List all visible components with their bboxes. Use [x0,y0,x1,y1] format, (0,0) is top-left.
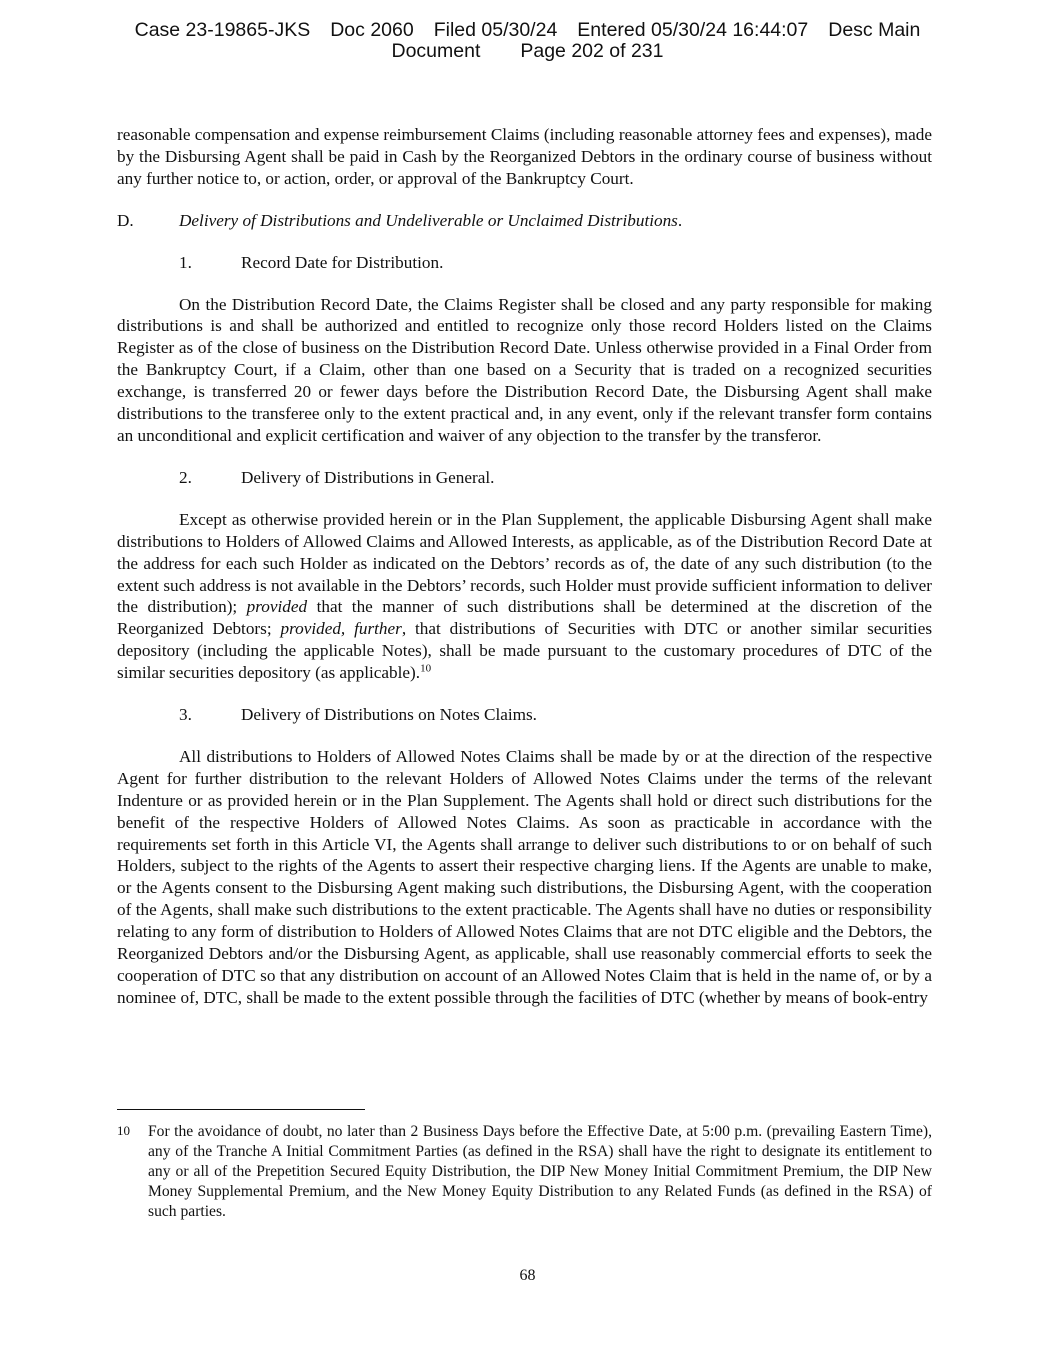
doc-number: Doc 2060 [330,19,414,41]
header-line-1 [0,20,1055,41]
subsection-1-number: 1. [179,252,192,272]
court-filing-header [0,20,1055,62]
subsection-1-paragraph: On the Distribution Record Date, the Claims Register shall be closed and any party responsible for making distributions is and shall be authorized and entitled to recognize only those record Holders listed on the Claims Register as of the close of business on the Distribution Record Date. Unless otherwise provided in a Final Order from the Bankruptcy Court, if a Claim, other than one based on a Security that is traded on a recognized securities exchange, is transferred 20 or fewer days before the Distribution Record Date, the Disbursing Agent shall make distributions to the transferee only to the extent practical and, in any event, only if the relevant transfer form contains an unconditional and explicit certification and waiver of any objection to the transfer by the transferor. [117,294,932,445]
section-title-wrap [179,210,682,232]
subsection-3-number: 3. [179,705,192,725]
section-title: Delivery of Distributions and Undeliverable or Unclaimed Distributions [179,210,678,230]
section-title-period: . [677,210,683,230]
subsection-3-paragraph: All distributions to Holders of Allowed Notes Claims shall be made by or at the direction of the respective Agent for further distribution to the relevant Holders of Allowed Notes Claims under the terms of the relevant Indenture or as provided herein or in the Plan Supplement. The Agents shall hold or direct such distributions for the benefit of the respective Holders of Allowed Notes Claims. As soon as practicable in accordance with the requirements set forth in this Article VI, the Agents shall arrange to deliver such distributions to or on behalf of such Holders, subject to the rights of the Agents to assert their respective charging liens. If the Agents are unable to make, or the Agents consent to the Disbursing Agent making such distributions, the Disbursing Agent, with the cooperation of the Agents, shall make such distributions to the extent practicable. The Agents shall have no duties or responsibility relating to any form of distribution to Holders of Allowed Notes Claims that are not DTC eligible and the Debtors, the Reorganized Debtors and/or the Disbursing Agent, as applicable, shall use reasonably commercial efforts to seek the cooperation of DTC so that any distribution on account of an Allowed Notes Claim that is held in the name of, or by a nominee of, DTC, shall be made to the extent possible through the facilities of DTC (whether by means of book-entry [117,746,932,1007]
section-d-heading [117,210,932,232]
s2-text-c: , that distributions of Securities with DTC or another similar securities depository (including the applicable Notes), shall be made pursuant to the customary procedures of DTC of the similar securities depository (as applicable). [117,619,933,683]
intro-paragraph: reasonable compensation and expense reimbursement Claims (including reasonable attorney fees and expenses), made by the Disbursing Agent shall be paid in Cash by the Reorganized Debtors in the ordinary course of business without any further notice to, or action, order, or approval of the Bankruptcy Court. [117,125,932,188]
subsection-2-heading [117,467,932,489]
footnote-text: For the avoidance of doubt, no later than 2 Business Days before the Effective Date, at 5:00 p.m. (prevailing Eastern Time), any of the Tranche A Initial Commitment Parties (as defined in the RSA) shall have the right to designate its entitlement to any or all of the Prepetition Secured Equity Distribution, the DIP New Money Initial Commitment Premium, the DIP New Money Supplemental Premium, and the New Money Equity Distribution to any Related Funds (as defined in the RSA) of such parties. [148,1123,932,1220]
desc-label: Desc Main [828,19,921,41]
subsection-3-heading [117,704,932,726]
s2-text-a: Except as otherwise provided herein or in the Plan Supplement, the applicable Disbursing Agent shall make distributions to Holders of Allowed Claims and Allowed Interests, as applicable, as of the Distribution Record Date at the address for each such Holder as indicated on the Debtors’ records as of, the date of any such distribution (to the extent such address is not available in the Debtors’ records, such Holder must provide sufficient information to deliver the distribution); [117,509,932,617]
subsection-1-title: Record Date for Distribution. [241,252,444,272]
s2-italic-provided-further: provided, further [280,619,402,639]
subsection-2-title: Delivery of Distributions in General. [241,467,495,487]
case-number: Case 23-19865-JKS [134,19,311,41]
s2-text-b: that the manner of such distributions shall be determined at the discretion of the Reorganized Debtors; [117,597,932,639]
subsection-1-heading [117,252,932,274]
footnote-number: 10 [117,1123,130,1138]
entered-date: Entered 05/30/24 16:44:07 [577,19,809,41]
subsection-2-number: 2. [179,467,192,487]
page-of-total: Page 202 of 231 [520,40,664,62]
footnote-reference[interactable]: 10 [420,662,432,675]
subsection-3-title: Delivery of Distributions on Notes Claims. [241,705,537,725]
subsection-2-paragraph [117,509,932,684]
footnote-divider [117,1109,365,1110]
filed-date: Filed 05/30/24 [433,19,558,41]
section-letter: D. [117,210,134,230]
s2-italic-provided: provided [246,597,308,617]
header-line-2 [0,41,1055,62]
footnote [117,1122,932,1222]
page-number: 68 [519,1267,536,1284]
page-body [117,124,932,1029]
document-label: Document [391,40,481,62]
